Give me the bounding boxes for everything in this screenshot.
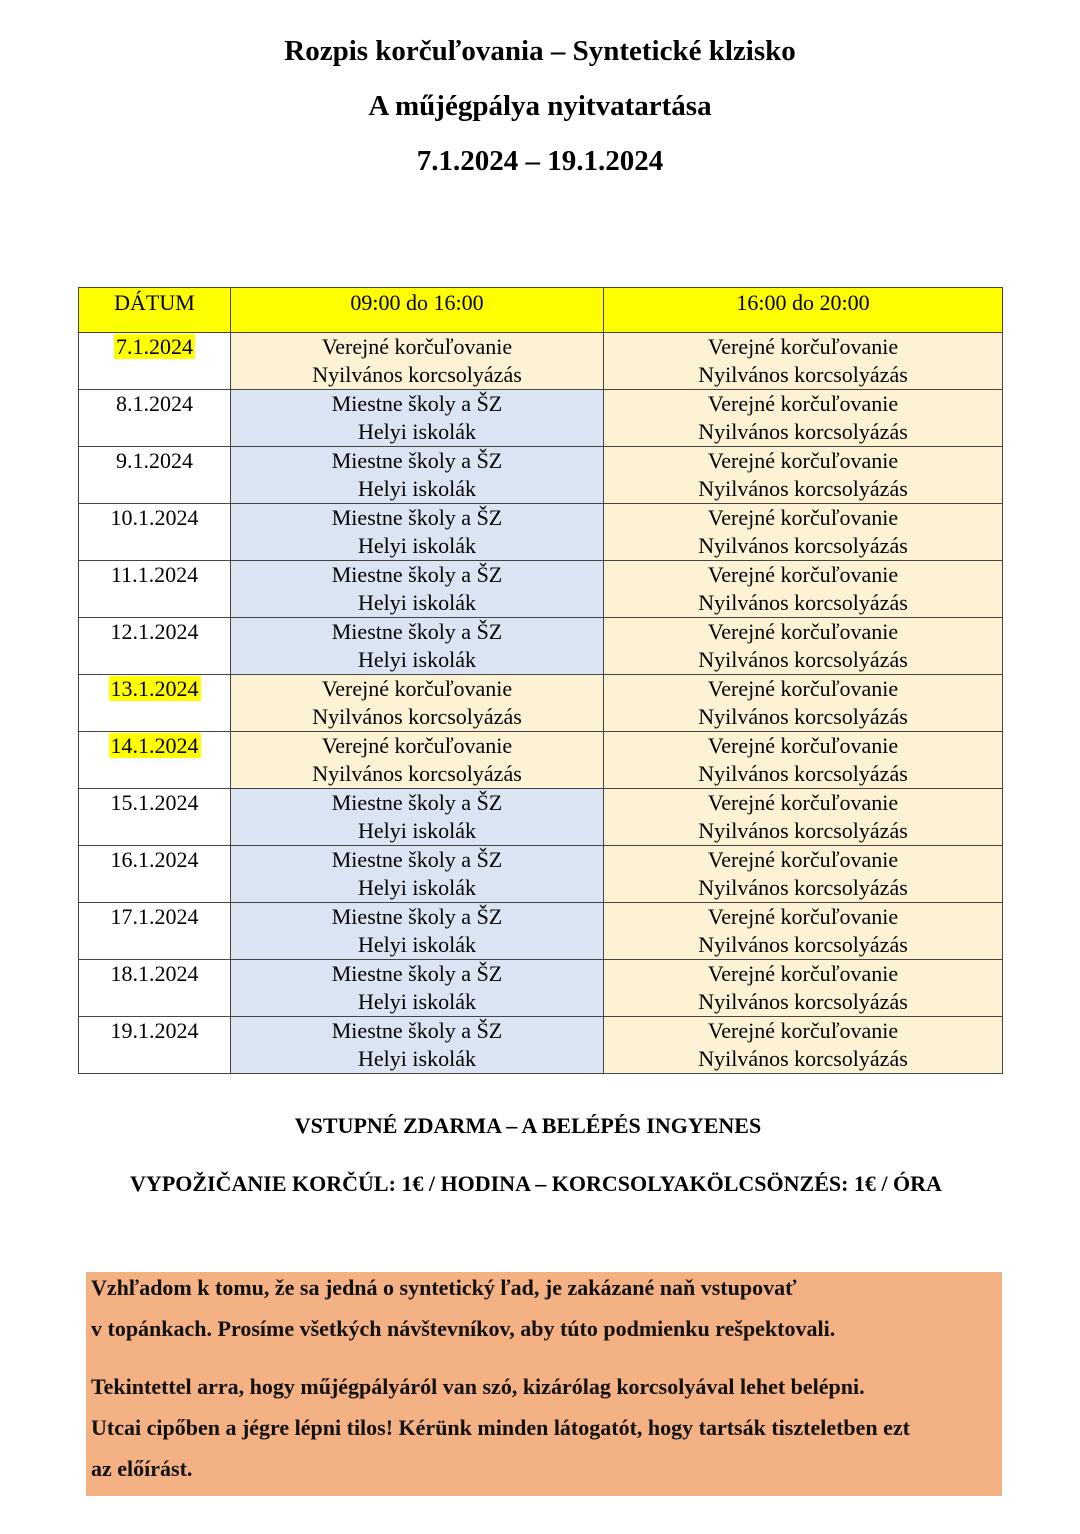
date-label: 11.1.2024 [110, 562, 199, 587]
slot-label-sk: Verejné korčuľovanie [707, 505, 899, 530]
table-row [79, 561, 1003, 618]
evening-slot-cell [604, 504, 1003, 561]
slot-label-sk: Miestne školy a ŠZ [331, 562, 503, 587]
column-header-date: DÁTUM [79, 288, 231, 333]
evening-slot-cell [604, 561, 1003, 618]
evening-slot-cell [604, 960, 1003, 1017]
warning-hu-line-1: Tekintettel arra, hogy műjégpályáról van szó, kizárólag korcsolyával lehet belépni. [91, 1374, 865, 1399]
evening-slot-cell [604, 903, 1003, 960]
slot-label-hu: Nyilvános korcsolyázás [698, 1046, 908, 1071]
free-entry-notice: VSTUPNÉ ZDARMA – A BELÉPÉS INGYENES [294, 1113, 762, 1138]
slot-label-hu: Nyilvános korcsolyázás [312, 761, 522, 786]
date-cell [79, 903, 231, 960]
slot-label-hu: Nyilvános korcsolyázás [312, 362, 522, 387]
slot-label-sk: Verejné korčuľovanie [707, 562, 899, 587]
skate-rental-notice: VYPOŽIČANIE KORČÚL: 1€ / HODINA – KORCSOLYAKÖLCSÖNZÉS: 1€ / ÓRA [130, 1171, 942, 1196]
date-cell [79, 561, 231, 618]
morning-slot-cell [231, 960, 604, 1017]
warning-hu-line-3: az előírást. [91, 1456, 193, 1481]
slot-label-hu: Nyilvános korcsolyázás [698, 875, 908, 900]
table-row [79, 390, 1003, 447]
table-header-row [79, 288, 1003, 333]
date-label: 8.1.2024 [116, 391, 193, 416]
slot-label-hu: Nyilvános korcsolyázás [698, 704, 908, 729]
morning-slot-cell [231, 1017, 604, 1074]
table-row [79, 333, 1003, 390]
slot-label-sk: Verejné korčuľovanie [321, 676, 513, 701]
date-cell [79, 504, 231, 561]
evening-slot-cell [604, 675, 1003, 732]
slot-label-sk: Verejné korčuľovanie [707, 448, 899, 473]
date-label: 15.1.2024 [110, 790, 199, 815]
slot-label-hu: Nyilvános korcsolyázás [698, 419, 908, 444]
page-subtitle: A műjégpálya nyitvatartása [368, 90, 712, 122]
slot-label-hu: Helyi iskolák [358, 533, 476, 558]
slot-label-sk: Verejné korčuľovanie [707, 676, 899, 701]
slot-label-hu: Helyi iskolák [358, 932, 476, 957]
table-row [79, 960, 1003, 1017]
slot-label-hu: Helyi iskolák [358, 989, 476, 1014]
date-label: 13.1.2024 [110, 676, 199, 701]
slot-label-sk: Verejné korčuľovanie [707, 961, 899, 986]
slot-label-sk: Verejné korčuľovanie [321, 334, 513, 359]
date-cell [79, 732, 231, 789]
slot-label-hu: Helyi iskolák [358, 875, 476, 900]
evening-slot-cell [604, 390, 1003, 447]
table-row [79, 504, 1003, 561]
warning-box [86, 1272, 1002, 1496]
slot-label-sk: Verejné korčuľovanie [707, 904, 899, 929]
date-label: 9.1.2024 [116, 448, 193, 473]
date-cell [79, 846, 231, 903]
slot-label-hu: Nyilvános korcsolyázás [698, 761, 908, 786]
slot-label-sk: Verejné korčuľovanie [321, 733, 513, 758]
schedule-table [78, 287, 1003, 1074]
date-cell [79, 675, 231, 732]
date-label: 7.1.2024 [116, 334, 193, 359]
table-row [79, 846, 1003, 903]
slot-label-sk: Miestne školy a ŠZ [331, 961, 503, 986]
evening-slot-cell [604, 447, 1003, 504]
table-row [79, 1017, 1003, 1074]
evening-slot-cell [604, 618, 1003, 675]
morning-slot-cell [231, 333, 604, 390]
table-row [79, 675, 1003, 732]
slot-label-sk: Miestne školy a ŠZ [331, 790, 503, 815]
slot-label-hu: Helyi iskolák [358, 476, 476, 501]
date-label: 14.1.2024 [110, 733, 199, 758]
date-cell [79, 333, 231, 390]
slot-label-sk: Verejné korčuľovanie [707, 619, 899, 644]
date-label: 17.1.2024 [110, 904, 199, 929]
morning-slot-cell [231, 504, 604, 561]
morning-slot-cell [231, 675, 604, 732]
slot-label-sk: Verejné korčuľovanie [707, 847, 899, 872]
slot-label-hu: Nyilvános korcsolyázás [698, 932, 908, 957]
table-row [79, 447, 1003, 504]
morning-slot-cell [231, 447, 604, 504]
morning-slot-cell [231, 618, 604, 675]
table-row [79, 903, 1003, 960]
date-cell [79, 1017, 231, 1074]
warning-sk-line-1: Vzhľadom k tomu, že sa jedná o syntetický ľad, je zakázané naň vstupovať [91, 1275, 797, 1300]
evening-slot-cell [604, 732, 1003, 789]
slot-label-sk: Verejné korčuľovanie [707, 1018, 899, 1043]
slot-label-sk: Miestne školy a ŠZ [331, 619, 503, 644]
date-label: 18.1.2024 [110, 961, 199, 986]
slot-label-hu: Nyilvános korcsolyázás [698, 647, 908, 672]
morning-slot-cell [231, 561, 604, 618]
slot-label-sk: Verejné korčuľovanie [707, 334, 899, 359]
slot-label-hu: Nyilvános korcsolyázás [698, 989, 908, 1014]
slot-label-hu: Nyilvános korcsolyázás [698, 590, 908, 615]
slot-label-hu: Nyilvános korcsolyázás [698, 818, 908, 843]
morning-slot-cell [231, 732, 604, 789]
evening-slot-cell [604, 333, 1003, 390]
warning-sk-line-2: v topánkach. Prosíme všetkých návštevníkov, aby túto podmienku rešpektovali. [91, 1316, 836, 1341]
slot-label-sk: Verejné korčuľovanie [707, 391, 899, 416]
page-title: Rozpis korčuľovania – Syntetické klzisko [284, 35, 796, 67]
date-label: 16.1.2024 [110, 847, 199, 872]
slot-label-hu: Helyi iskolák [358, 419, 476, 444]
slot-label-sk: Verejné korčuľovanie [707, 733, 899, 758]
morning-slot-cell [231, 903, 604, 960]
slot-label-hu: Helyi iskolák [358, 590, 476, 615]
date-cell [79, 618, 231, 675]
column-header-morning: 09:00 do 16:00 [231, 288, 604, 333]
slot-label-hu: Helyi iskolák [358, 647, 476, 672]
table-row [79, 732, 1003, 789]
column-header-evening: 16:00 do 20:00 [604, 288, 1003, 333]
evening-slot-cell [604, 1017, 1003, 1074]
date-cell [79, 960, 231, 1017]
slot-label-hu: Nyilvános korcsolyázás [698, 476, 908, 501]
evening-slot-cell [604, 789, 1003, 846]
slot-label-sk: Miestne školy a ŠZ [331, 391, 503, 416]
date-cell [79, 390, 231, 447]
evening-slot-cell [604, 846, 1003, 903]
warning-hu-line-2: Utcai cipőben a jégre lépni tilos! Kérünk minden látogatót, hogy tartsák tiszteletben ezt [91, 1415, 911, 1440]
slot-label-hu: Nyilvános korcsolyázás [698, 533, 908, 558]
slot-label-hu: Helyi iskolák [358, 818, 476, 843]
date-cell [79, 789, 231, 846]
slot-label-sk: Miestne školy a ŠZ [331, 904, 503, 929]
date-label: 19.1.2024 [110, 1018, 199, 1043]
morning-slot-cell [231, 846, 604, 903]
slot-label-sk: Miestne školy a ŠZ [331, 847, 503, 872]
slot-label-hu: Nyilvános korcsolyázás [312, 704, 522, 729]
morning-slot-cell [231, 789, 604, 846]
slot-label-sk: Verejné korčuľovanie [707, 790, 899, 815]
slot-label-hu: Nyilvános korcsolyázás [698, 362, 908, 387]
date-label: 10.1.2024 [110, 505, 199, 530]
slot-label-sk: Miestne školy a ŠZ [331, 448, 503, 473]
table-row [79, 789, 1003, 846]
date-range: 7.1.2024 – 19.1.2024 [416, 145, 664, 177]
date-label: 12.1.2024 [110, 619, 199, 644]
slot-label-sk: Miestne školy a ŠZ [331, 1018, 503, 1043]
table-row [79, 618, 1003, 675]
slot-label-sk: Miestne školy a ŠZ [331, 505, 503, 530]
slot-label-hu: Helyi iskolák [358, 1046, 476, 1071]
morning-slot-cell [231, 390, 604, 447]
date-cell [79, 447, 231, 504]
